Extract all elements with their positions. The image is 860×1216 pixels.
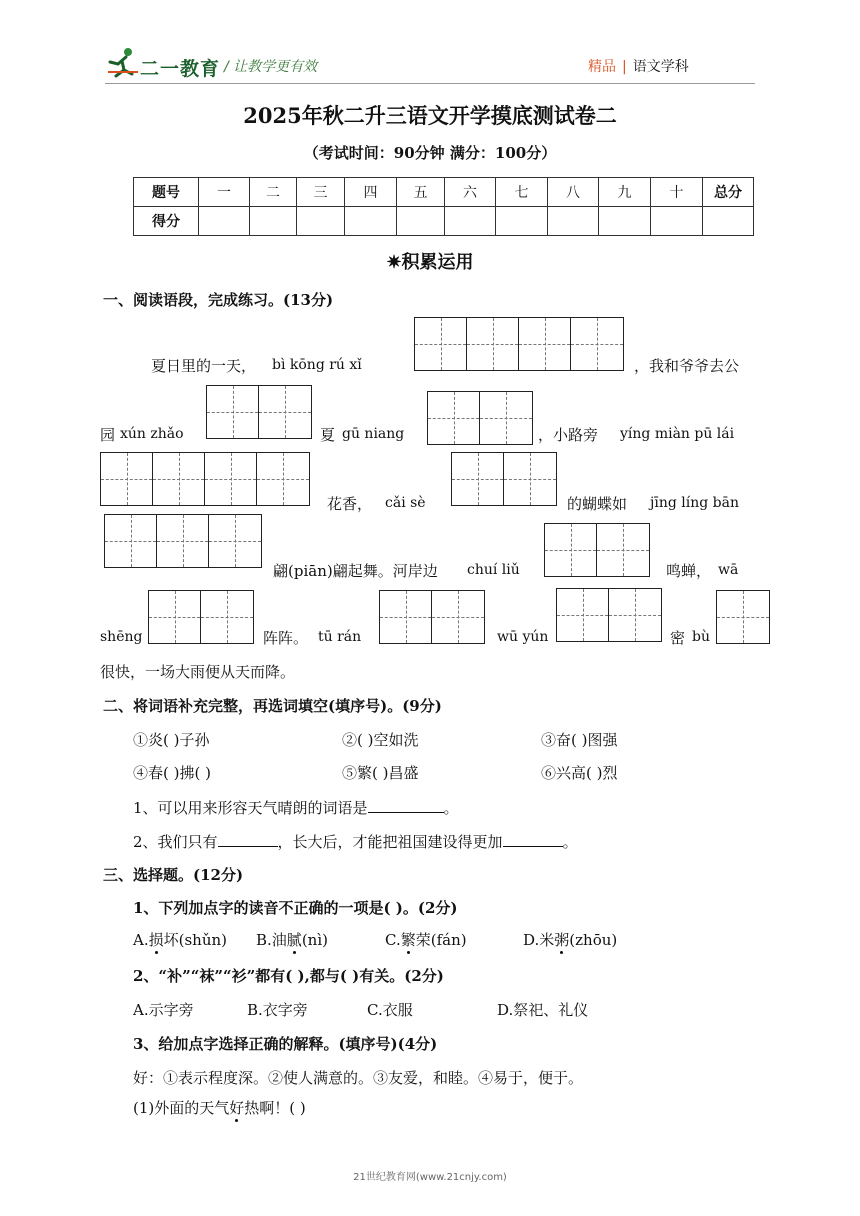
q1-pinyin: wā [718, 562, 739, 578]
dotted-char: 繁 [400, 931, 416, 949]
score-row-label: 得分 [134, 207, 199, 236]
answer-blank[interactable] [368, 798, 444, 813]
q3-sub-3: 3、给加点字选择正确的解释。(填序号)(4分) [133, 1035, 438, 1053]
example-text: (1)外面的天气 [133, 1099, 230, 1117]
score-cell[interactable] [496, 207, 548, 236]
header-tag-subject: 语文学科 [632, 59, 689, 75]
option-text: A. [133, 931, 149, 949]
score-cell[interactable] [199, 207, 250, 236]
answer-blank[interactable] [218, 832, 278, 847]
q3-option [385, 929, 467, 950]
logo-text: 二一教育 [140, 58, 221, 80]
score-header-cell: 总分 [703, 178, 754, 207]
q2-s2-end: 。 [562, 833, 578, 851]
q2-word: ③奋( )图强 [541, 731, 618, 749]
slogan: / 让教学更有效 [224, 59, 318, 75]
option-text: 坏(shǔn) [163, 931, 228, 949]
score-cell[interactable] [397, 207, 445, 236]
q3-sub-1: 1、下列加点字的读音不正确的一项是( )。(2分) [133, 899, 458, 917]
q1-text: 密 [670, 629, 686, 647]
q3-option [523, 929, 617, 950]
header-separator: | [622, 59, 627, 75]
q1-pinyin: jīng líng bān [650, 495, 739, 511]
q1-pinyin: gū niang [342, 426, 405, 442]
option-text: (nì) [301, 931, 328, 949]
q3-option [256, 929, 328, 950]
exam-info: （考试时间：90分钟 满分：100分） [303, 144, 557, 162]
header-right [588, 56, 689, 76]
header-divider [105, 83, 755, 84]
q1-text: 鸣蝉， [666, 562, 712, 580]
q1-text: ，我和爷爷去公 [634, 357, 740, 375]
logo-icon [104, 46, 140, 78]
q3-title: 三、选择题。(12分) [103, 866, 244, 884]
tianzige-2[interactable] [556, 588, 662, 642]
tianzige-4[interactable] [100, 452, 310, 506]
q1-pinyin: bì kōng rú xǐ [272, 357, 362, 373]
q1-pinyin: yíng miàn pū lái [620, 426, 735, 442]
score-cell[interactable] [345, 207, 397, 236]
score-cell[interactable] [250, 207, 297, 236]
q1-title: 一、阅读语段，完成练习。(13分) [103, 291, 334, 309]
q3-option: D.祭祀、礼仪 [497, 1001, 589, 1019]
option-text: C. [385, 931, 401, 949]
score-cell[interactable] [651, 207, 703, 236]
tianzige-2[interactable] [544, 523, 650, 577]
tianzige-2[interactable] [451, 452, 557, 506]
score-header-cell: 二 [250, 178, 297, 207]
q2-sentence-2 [133, 831, 578, 852]
score-cell[interactable] [548, 207, 599, 236]
q2-word: ⑥兴高( )烈 [541, 764, 618, 782]
q1-pinyin: wū yún [497, 629, 549, 645]
q1-text: 夏 [320, 426, 336, 444]
q3-sub-2: 2、“补”“袜”“衫”都有( ),都与( )有关。(2分) [133, 967, 444, 985]
q1-pinyin: xún zhǎo [120, 426, 184, 442]
tianzige-2[interactable] [379, 590, 485, 644]
section-heading: ✷积累运用 [386, 252, 474, 273]
score-header-cell: 四 [345, 178, 397, 207]
q3-option: A.示字旁 [133, 1001, 194, 1019]
score-header-cell: 十 [651, 178, 703, 207]
q1-pinyin: cǎi sè [385, 495, 426, 511]
q1-pinyin: shēng [100, 629, 143, 645]
q2-sentence-1 [133, 797, 459, 818]
q2-word: ④春( )拂( ) [133, 764, 211, 782]
dotted-char: 粥 [554, 931, 570, 949]
tianzige-2[interactable] [427, 391, 533, 445]
example-text: 热啊！( ) [244, 1099, 306, 1117]
q2-word: ②( )空如洗 [342, 731, 419, 749]
score-header-cell: 六 [445, 178, 496, 207]
score-table-score-row [134, 207, 754, 236]
q3-definitions: 好：①表示程度深。②使人满意的。③友爱，和睦。④易于，便于。 [133, 1069, 584, 1087]
q2-word: ①炎( )子孙 [133, 731, 210, 749]
page-footer: 21世纪教育网(www.21cnjy.com) [353, 1172, 507, 1183]
tianzige-2[interactable] [206, 385, 312, 439]
score-cell[interactable] [599, 207, 651, 236]
q2-s2-text: 2、我们只有 [133, 833, 218, 851]
q2-s2-text: ，长大后，才能把祖国建设得更加 [277, 833, 503, 851]
q2-s1-text: 1、可以用来形容天气晴朗的词语是 [133, 799, 368, 817]
score-cell[interactable] [297, 207, 345, 236]
dotted-char: 好 [229, 1099, 245, 1117]
q3-example-1 [133, 1097, 306, 1118]
q1-text: 阵阵。 [263, 629, 309, 647]
score-cell[interactable] [703, 207, 754, 236]
header-tag-quality: 精品 [588, 59, 616, 75]
q2-title: 二、将词语补充完整，再选词填空(填序号)。(9分) [103, 697, 442, 715]
q1-pinyin: chuí liǔ [467, 562, 520, 578]
tianzige-1[interactable] [716, 590, 770, 644]
score-table [133, 177, 754, 236]
q1-text: ，小路旁 [538, 426, 599, 444]
score-header-cell: 八 [548, 178, 599, 207]
dotted-char: 腻 [286, 931, 302, 949]
score-header-cell: 题号 [134, 178, 199, 207]
score-header-cell: 一 [199, 178, 250, 207]
q1-text: 夏日里的一天， [151, 357, 257, 375]
option-text: 荣(fán) [415, 931, 467, 949]
q3-option [133, 929, 227, 950]
score-cell[interactable] [445, 207, 496, 236]
tianzige-3[interactable] [104, 514, 262, 568]
dotted-char: 损 [148, 931, 164, 949]
score-header-cell: 五 [397, 178, 445, 207]
page-title: 2025年秋二升三语文开学摸底测试卷二 [243, 103, 617, 128]
option-text: B.油 [256, 931, 287, 949]
q2-s1-end: 。 [443, 799, 459, 817]
q1-text: 花香， [327, 495, 373, 513]
q1-pinyin: bù [692, 629, 710, 645]
q3-option: C.衣服 [367, 1001, 413, 1019]
option-text: (zhōu) [569, 931, 618, 949]
tianzige-4[interactable] [414, 317, 624, 371]
q1-text: 翩(piān)翩起舞。河岸边 [273, 562, 438, 580]
score-header-cell: 七 [496, 178, 548, 207]
score-table-header-row [134, 178, 754, 207]
q1-pinyin: tū rán [318, 629, 362, 645]
q1-text: 园 [100, 426, 116, 444]
score-header-cell: 三 [297, 178, 345, 207]
tianzige-2[interactable] [148, 590, 254, 644]
score-header-cell: 九 [599, 178, 651, 207]
q1-text: 很快，一场大雨便从天而降。 [100, 663, 296, 681]
option-text: D.米 [523, 931, 555, 949]
q3-option: B.衣字旁 [247, 1001, 308, 1019]
q1-text: 的蝴蝶如 [567, 495, 628, 513]
answer-blank[interactable] [503, 832, 563, 847]
q2-word: ⑤繁( )昌盛 [342, 764, 419, 782]
